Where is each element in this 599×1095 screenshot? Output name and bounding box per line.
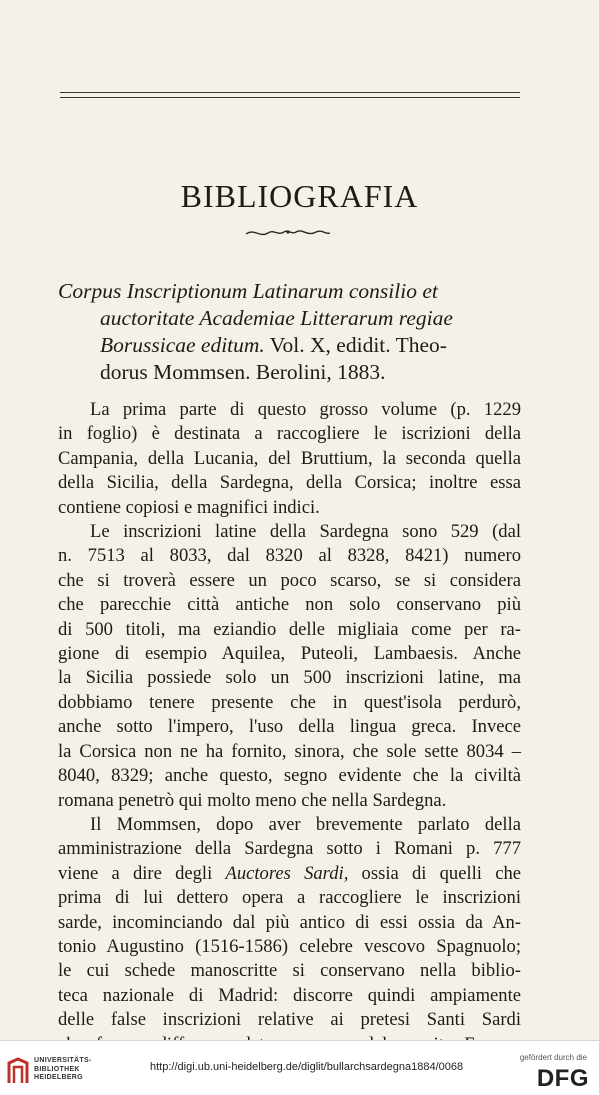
viewer-footer bbox=[0, 1040, 599, 1095]
bibliographic-heading bbox=[58, 278, 523, 386]
ornament-icon bbox=[244, 226, 332, 240]
paragraph: La prima parte di questo grosso volume (p. 1229 in foglio) è destinata a raccogliere le iscrizioni della Campania, della Lucania, del Bruttium, la seconda quella della Sicilia, della Sardegna, della Corsica; inoltre essa contiene copiosi e magnifici indici. bbox=[58, 399, 521, 518]
paragraph: Il Mommsen, dopo aver brevemente parlato della amministrazione della Sardegna sotto i Romani p. 777 viene a dire degli Auctores Sardi, ossia di quelli che prima di lui dettero opera a raccogliere le inscrizioni sarde, incominciando dal più antico di essi ossia da An- tonio Augustino (1516-1586) celebre vescovo Spagnuolo; le cui schede manoscritte si conservano nella biblio- teca nazionale di Madrid: discorre quindi ampiamente delle false inscrizioni relative ai pretesi Santi Sardi bbox=[58, 813, 521, 1031]
paragraph: Le inscrizioni latine della Sardegna sono 529 (dal n. 7513 al 8033, dal 8320 al 8328, 8421) numero che si troverà essere un poco scarso, se si considera che parecchie città antiche non solo conservano più di 500 titoli, ma eziandio delle migliaia come per ra- gione di esempio Aquilea, Puteoli, Lambaesis. Anche la Sicilia possiede solo un 500 inscrizioni latine, ma dobbiamo tenere presente che in quest'isola perdurò, anche sotto l'impero, l'uso della lingua greca. Invece la Corsica non ne ha fornito, sinora, che sole sette 8034 – 8040, 8329; anche questo, segno evidente che la civiltà romana penetrò qui molto meno che nella Sardegna. bbox=[58, 521, 521, 811]
library-name: UNIVERSITÄTS- BIBLIOTHEK HEIDELBERG bbox=[34, 1057, 92, 1081]
heading-line: dorus Mommsen. Berolini, 1883. bbox=[100, 360, 386, 384]
article-body bbox=[58, 398, 521, 1057]
heading-line: auctoritate Academiae Litterarum regiae bbox=[100, 306, 453, 330]
header-rule bbox=[60, 92, 520, 98]
heading-line: Borussicae editum. Vol. X, edidit. Theo- bbox=[100, 333, 447, 357]
heading-line: Corpus Inscriptionum Latinarum consilio et bbox=[58, 279, 438, 303]
funded-by-label: gefördert durch die bbox=[519, 1053, 587, 1062]
line-with-italic: viene a dire degli Auctores Sardi, ossia di quelli che bbox=[58, 862, 521, 884]
page-title: BIBLIOGRAFIA bbox=[180, 178, 419, 214]
permalink[interactable]: http://digi.ub.uni-heidelberg.de/diglit/bullarchsardegna1884/0068 bbox=[150, 1061, 464, 1073]
dfg-logo: DFG bbox=[536, 1065, 589, 1092]
library-logo-icon bbox=[6, 1057, 30, 1085]
